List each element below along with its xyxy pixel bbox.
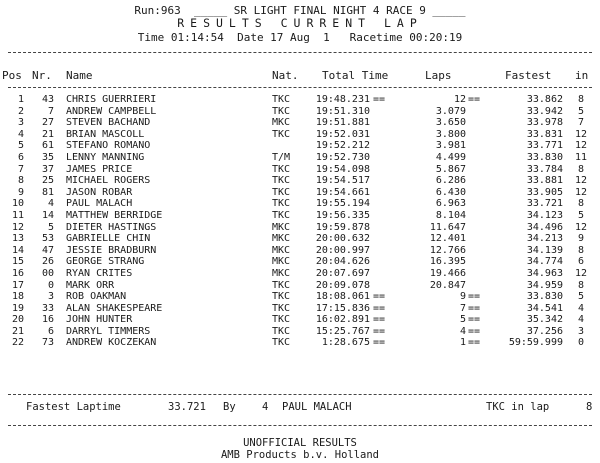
row-name: GABRIELLE CHIN [66,233,151,245]
row-total-time: 19:54.517 [315,175,370,187]
column-headers [0,69,600,83]
table-bottom-divider [8,394,592,395]
row-total-flag: == [373,337,386,349]
table-row [0,152,600,164]
row-fastest: 34.541 [526,302,563,314]
row-name: MICHAEL ROGERS [66,175,151,187]
row-total-time: 20:09.078 [315,279,370,291]
fastest-lap-by: By [223,401,236,413]
row-name: STEVEN BACHAND [66,117,151,129]
row-in-lap: 8 [577,244,585,256]
row-laps: 1 [459,337,466,349]
row-laps-flag: == [468,94,481,105]
row-in-lap: 6 [577,256,585,268]
row-total-time: 20:07.697 [315,267,370,279]
row-nat: MKC [272,256,291,268]
row-name: JASON ROBAR [66,186,133,198]
row-nr: 5 [47,221,54,233]
row-name: JAMES PRICE [66,163,133,175]
row-pos: 3 [17,117,24,129]
row-in-lap: 4 [577,314,585,326]
row-nr: 3 [47,291,54,303]
row-nr: 25 [41,175,54,187]
table-row [0,233,600,245]
row-nr: 00 [41,267,54,279]
row-total-time: 20:00.632 [315,233,370,245]
fastest-lap-club-label: TKC in lap [486,401,550,413]
row-fastest: 34.213 [526,233,563,245]
row-fastest: 34.123 [526,209,563,221]
col-laps: Laps [425,69,452,82]
row-total-flag: == [373,314,386,326]
row-laps: 4.499 [435,151,466,163]
row-in-lap: 12 [574,221,588,233]
row-laps: 8.104 [435,209,466,221]
row-total-time: 19:59.878 [315,221,370,233]
table-row [0,198,600,210]
row-nr: 81 [41,186,54,198]
row-fastest: 33.771 [526,140,563,152]
row-fastest: 34.963 [526,267,563,279]
report-title: RESULTS CURRENT LAP [177,16,423,30]
row-pos: 8 [17,175,24,187]
table-row [0,222,600,234]
row-nat: TKC [272,175,291,187]
row-name: PAUL MALACH [66,198,133,210]
row-pos: 7 [17,163,24,175]
row-nat: TKC [272,94,291,105]
row-in-lap: 12 [574,267,588,279]
row-total-time: 20:04.626 [315,256,370,268]
row-nr: 33 [41,302,54,314]
row-nr: 35 [41,151,54,163]
row-name: MATTHEW BERRIDGE [66,209,163,221]
row-fastest: 34.774 [526,256,563,268]
row-laps: 3.079 [435,105,466,117]
row-in-lap: 8 [577,198,585,210]
row-in-lap: 5 [577,291,585,303]
table-row [0,280,600,292]
row-nat: TKC [272,186,291,198]
row-pos: 17 [11,279,24,291]
row-pos: 21 [11,325,24,337]
table-row [0,94,600,106]
row-laps: 5 [459,314,466,326]
row-total-time: 18:08.061 [315,291,370,303]
row-total-time: 16:02.891 [315,314,370,326]
row-laps: 11.647 [429,221,466,233]
row-in-lap: 7 [577,117,585,129]
table-row [0,175,600,187]
table-row [0,117,600,129]
row-total-time: 19:52.730 [315,151,370,163]
fastest-lap-name: PAUL MALACH [282,401,352,413]
row-laps: 3.650 [435,117,466,129]
col-fastest: Fastest [505,69,552,82]
unofficial-notice: UNOFFICIAL RESULTS [243,437,357,449]
row-laps: 4 [459,325,466,337]
row-laps: 6.286 [435,175,466,187]
row-pos: 10 [11,198,24,210]
fastest-lap-time: 33.721 [168,401,206,413]
table-row [0,164,600,176]
row-nat: MKC [272,221,291,233]
table-row [0,129,600,141]
row-in-lap: 5 [577,105,585,117]
table-row [0,291,600,303]
row-nr: 4 [47,198,54,210]
row-fastest: 59:59.999 [508,337,563,349]
col-total-time: Total Time [322,69,389,82]
col-nat: Nat. [272,69,299,82]
row-in-lap: 5 [577,209,585,221]
row-nat: TKC [272,163,291,175]
row-pos: 4 [17,128,24,140]
row-fastest: 33.881 [526,175,563,187]
fastest-lap-nr: 4 [262,401,269,413]
row-nat: TKC [272,325,291,337]
row-laps-flag: == [468,291,481,303]
row-fastest: 33.830 [526,151,563,163]
row-pos: 6 [17,151,24,163]
row-laps: 7 [459,302,466,314]
row-fastest: 33.831 [526,128,563,140]
row-laps: 20.847 [429,279,466,291]
row-pos: 13 [11,233,24,245]
row-nat: TKC [272,198,291,210]
col-nr: Nr. [32,69,52,82]
row-nat: MKC [272,244,291,256]
fastest-lap-number: 8 [586,401,593,413]
header-divider [8,52,592,53]
row-name: ROB OAKMAN [66,291,127,303]
row-name: RYAN CRITES [66,267,133,279]
row-pos: 15 [11,256,24,268]
row-pos: 2 [17,105,24,117]
row-fastest: 33.978 [526,117,563,129]
row-laps-flag: == [468,325,481,337]
row-fastest: 33.721 [526,198,563,210]
row-nat: TKC [272,302,291,314]
row-in-lap: 12 [574,128,588,140]
row-name: DARRYL TIMMERS [66,325,151,337]
row-nat: MKC [272,267,291,279]
row-nr: 14 [41,209,54,221]
table-row [0,303,600,315]
row-nat: TKC [272,337,291,349]
row-total-flag: == [373,291,386,303]
row-total-time: 19:52.031 [315,128,370,140]
results-table [0,94,600,349]
row-fastest: 33.905 [526,186,563,198]
table-row [0,187,600,199]
row-nat: MKC [272,233,291,245]
row-fastest: 34.959 [526,279,563,291]
row-total-time: 1:28.675 [321,337,370,349]
row-pos: 9 [17,186,24,198]
row-in-lap: 3 [577,325,585,337]
row-pos: 5 [17,140,24,152]
row-pos: 14 [11,244,24,256]
row-name: ALAN SHAKESPEARE [66,302,163,314]
row-total-time: 19:56.335 [315,209,370,221]
row-laps: 16.395 [429,256,466,268]
row-pos: 19 [11,302,24,314]
row-name: LENNY MANNING [66,151,145,163]
row-nat: TKC [272,105,291,117]
row-fastest: 33.942 [526,105,563,117]
row-in-lap: 0 [577,337,585,349]
row-nat: TKC [272,128,291,140]
row-name: GEORGE STRANG [66,256,145,268]
vendor-credit: AMB Products b.v. Holland [220,449,380,461]
row-total-time: 19:51.881 [315,117,370,129]
row-name: JESSIE BRADBURN [66,244,157,256]
row-total-time: 19:55.194 [315,198,370,210]
row-name: STEFANO ROMANO [66,140,151,152]
table-row [0,106,600,118]
row-laps: 12.401 [429,233,466,245]
row-nr: 7 [47,105,54,117]
row-nr: 6 [47,325,54,337]
col-name: Name [66,69,93,82]
row-total-flag: == [373,302,386,314]
race-time-info: Time 01:14:54 Date 17 Aug 1 Racetime 00:20:19 [137,31,463,44]
table-row [0,245,600,257]
row-nr: 47 [41,244,54,256]
table-row [0,337,600,349]
row-nr: 73 [41,337,54,349]
fastest-lap-label: Fastest Laptime [26,401,121,413]
row-pos: 20 [11,314,24,326]
footer-divider [8,425,592,426]
row-nat: TKC [272,209,291,221]
row-in-lap: 8 [577,279,585,291]
row-nr: 37 [41,163,54,175]
row-pos: 16 [11,267,24,279]
row-fastest: 33.862 [526,94,563,105]
row-in-lap: 4 [577,302,585,314]
row-name: BRIAN MASCOLL [66,128,145,140]
row-fastest: 35.342 [526,314,563,326]
row-name: ANDREW CAMPBELL [66,105,157,117]
row-nr: 27 [41,117,54,129]
row-laps: 12 [453,94,466,105]
row-in-lap: 8 [577,94,585,105]
row-nr: 61 [41,140,54,152]
row-nat: TKC [272,314,291,326]
row-name: ANDREW KOCZEKAN [66,337,157,349]
row-nat: TKC [272,279,291,291]
row-total-flag: == [373,325,386,337]
row-name: DIETER HASTINGS [66,221,157,233]
row-pos: 22 [11,337,24,349]
row-laps: 3.800 [435,128,466,140]
row-laps: 5.867 [435,163,466,175]
row-fastest: 33.784 [526,163,563,175]
row-fastest: 37.256 [526,325,563,337]
row-name: MARK ORR [66,279,115,291]
row-laps: 6.963 [435,198,466,210]
row-in-lap: 12 [574,175,588,187]
row-name: JOHN HUNTER [66,314,133,326]
row-laps-flag: == [468,314,481,326]
row-total-time: 19:54.661 [315,186,370,198]
row-total-time: 19:54.098 [315,163,370,175]
table-row [0,268,600,280]
row-total-time: 15:25.767 [315,325,370,337]
row-pos: 12 [11,221,24,233]
row-in-lap: 8 [577,163,585,175]
row-laps: 3.981 [435,140,466,152]
row-pos: 1 [17,94,24,105]
row-nat: TKC [272,291,291,303]
row-laps: 19.466 [429,267,466,279]
row-nat: MKC [272,117,291,129]
row-nr: 21 [41,128,54,140]
table-row [0,314,600,326]
col-in: in [575,69,589,82]
table-row [0,326,600,338]
col-pos: Pos [2,69,22,82]
row-nr: 53 [41,233,54,245]
row-pos: 11 [11,209,24,221]
row-fastest: 34.139 [526,244,563,256]
row-total-time: 19:48.231 [315,94,370,105]
table-row [0,256,600,268]
row-laps: 6.430 [435,186,466,198]
table-top-divider [8,87,592,88]
row-total-time: 20:00.997 [315,244,370,256]
row-laps: 12.766 [429,244,466,256]
row-in-lap: 12 [574,140,588,152]
row-laps-flag: == [468,337,481,349]
table-row [0,210,600,222]
row-total-time: 19:52.212 [315,140,370,152]
table-row [0,140,600,152]
row-in-lap: 11 [574,151,588,163]
row-in-lap: 12 [574,186,588,198]
row-fastest: 33.830 [526,291,563,303]
row-total-time: 19:51.310 [315,105,370,117]
row-in-lap: 9 [577,233,585,245]
row-laps: 9 [459,291,466,303]
row-nr: 26 [41,256,54,268]
row-laps-flag: == [468,302,481,314]
row-nat: T/M [272,151,291,163]
row-pos: 18 [11,291,24,303]
run-title: Run:963 _____ SR LIGHT FINAL NIGHT 4 RACE 9 _____ [134,4,466,17]
row-nr: 16 [41,314,54,326]
row-name: CHRIS GUERRIERI [66,94,157,105]
row-total-time: 17:15.836 [315,302,370,314]
row-nr: 43 [41,94,54,105]
row-fastest: 34.496 [526,221,563,233]
row-total-flag: == [373,94,386,105]
row-nr: 0 [47,279,54,291]
